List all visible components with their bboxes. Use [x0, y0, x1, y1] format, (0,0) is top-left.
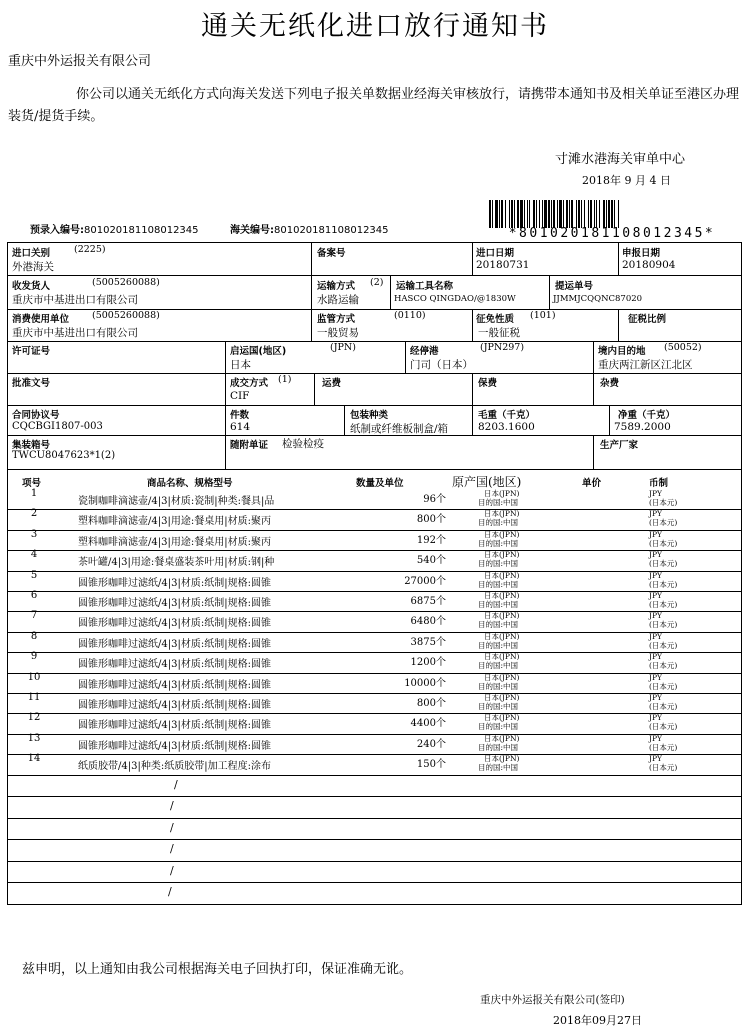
import-date-label: 进口日期 [476, 248, 515, 259]
item-quantity: 3875个 [410, 636, 446, 648]
barcode-bar [584, 200, 585, 228]
item-number: 9 [30, 651, 38, 663]
item-currency-code: JPY [649, 672, 663, 682]
col-price-header: 单价 [582, 478, 602, 489]
item-currency-name: (日本元) [649, 579, 678, 589]
stamp-company: 重庆中外运报关有限公司(签印) [480, 994, 625, 1006]
item-name: 圆锥形咖啡过滤纸/4|3|材质:纸制|规格:圆锥 [78, 740, 271, 752]
item-name: 圆锥形咖啡过滤纸/4|3|材质:纸制|规格:圆锥 [78, 700, 271, 711]
item-name: 圆锥形咖啡过滤纸/4|3|材质:纸制|规格:圆锥 [78, 720, 271, 732]
item-quantity: 800个 [416, 514, 446, 526]
item-currency-name: (日本元) [649, 702, 678, 711]
item-currency-name: (日本元) [649, 620, 678, 630]
pieces-value: 614 [230, 421, 251, 433]
item-name: 圆锥形咖啡过滤纸/4|3|材质:纸制|规格:圆锥 [78, 638, 271, 650]
item-currency-code: JPY [649, 570, 663, 580]
origin-country-value: 日本 [230, 359, 251, 371]
item-currency-code: JPY [649, 591, 663, 600]
consumer-code: (5005260088) [92, 310, 160, 321]
barcode-bar [569, 200, 570, 228]
barcode-bar [548, 200, 550, 228]
item-number: 10 [27, 671, 41, 683]
barcode-bar [544, 200, 547, 228]
barcode-bar [501, 200, 503, 228]
item-destination: 目的国:中国 [478, 702, 519, 711]
freight-label: 运费 [322, 378, 342, 389]
exemption-label: 征免性质 [476, 314, 515, 325]
deal-mode-code: (1) [278, 374, 292, 385]
barcode-bar [499, 200, 500, 228]
supervision-code: (0110) [394, 310, 426, 321]
item-origin: 日本(JPN) [484, 550, 520, 560]
col-qty-header: 数量及单位 [356, 478, 404, 489]
consignee-value: 重庆市中基进出口有限公司 [12, 294, 138, 306]
barcode-bar [514, 200, 515, 228]
item-name: 圆锥形咖啡过滤纸/4|3|材质:纸制|规格:圆锥 [78, 659, 271, 671]
item-destination: 目的国:中国 [478, 640, 519, 650]
item-destination: 目的国:中国 [478, 498, 519, 507]
barcode-bar [511, 200, 513, 228]
notice-paragraph: 你公司以通关无纸化方式向海关发送下列电子报关单数据业经海关审核放行，请携带本通知书及相关单证至港区办理装货/提货手续。 [8, 87, 740, 124]
item-currency-name: (日本元) [649, 538, 678, 548]
item-currency-code: JPY [649, 754, 663, 764]
import-category-code: (2225) [74, 244, 106, 255]
item-number: 12 [27, 712, 41, 724]
barcode-bar [599, 200, 600, 228]
item-origin: 日本(JPN) [484, 509, 520, 519]
item-origin: 日本(JPN) [484, 591, 520, 600]
transport-tool-value: HASCO QINGDAO/@1830W [394, 294, 516, 304]
item-number: 14 [27, 753, 41, 765]
barcode-bar [571, 200, 573, 228]
item-name: 瓷制咖啡滴滤壶/4|3|材质:瓷制|种类:餐具|品 [78, 496, 275, 507]
import-category-label: 进口关别 [12, 248, 51, 259]
item-currency-code: JPY [649, 550, 663, 560]
company-name: 重庆中外运报关有限公司 [8, 54, 152, 69]
item-currency-code: JPY [649, 693, 663, 702]
item-quantity: 192个 [416, 534, 446, 546]
barcode-bar [533, 200, 535, 228]
barcode-bar [553, 200, 555, 228]
consumer-value: 重庆市中基进出口有限公司 [12, 327, 138, 339]
misc-label: 杂费 [600, 378, 620, 389]
item-quantity: 6875个 [410, 596, 446, 607]
item-currency-code: JPY [649, 652, 663, 662]
item-quantity: 800个 [416, 698, 446, 709]
stop-port-label: 经停港 [410, 346, 439, 357]
import-category-value: 外港海关 [12, 261, 54, 273]
notice-date: 2018年 9 月 4 日 [582, 174, 671, 187]
declare-date-label: 申报日期 [622, 248, 661, 259]
pre-entry-label: 预录入编号: [30, 225, 84, 236]
sign-date: 2018年09月27日 [553, 1014, 642, 1027]
import-date-value: 20180731 [476, 259, 530, 271]
item-number: 11 [27, 692, 41, 703]
barcode-bar [559, 200, 562, 228]
pre-entry [30, 221, 199, 236]
page-title: 通关无纸化进口放行通知书 [201, 11, 549, 42]
item-number: 13 [27, 732, 41, 744]
transport-mode-label: 运输方式 [317, 281, 356, 292]
tax-ratio-label: 征税比例 [628, 314, 667, 325]
net-weight-label: 净重（千克） [618, 410, 676, 421]
barcode-bar [551, 200, 552, 228]
col-name-header: 商品名称、规格型号 [147, 478, 233, 489]
item-destination: 目的国:中国 [478, 661, 519, 671]
transport-mode-code: (2) [370, 277, 384, 288]
barcode-bar [529, 200, 530, 228]
item-origin: 日本(JPN) [484, 570, 520, 580]
barcode-bar [509, 200, 510, 228]
empty-row-slash: / [170, 863, 174, 877]
stop-port-value: 门司（日本） [410, 359, 473, 371]
item-number: 2 [30, 508, 38, 520]
col-currency-header: 币制 [649, 478, 669, 489]
exemption-value: 一般征税 [478, 327, 520, 339]
insurance-label: 保费 [478, 378, 498, 389]
item-destination: 目的国:中国 [478, 722, 519, 732]
destination-label: 境内目的地 [598, 346, 646, 357]
barcode-bar [603, 200, 605, 228]
item-name: 圆锥形咖啡过滤纸/4|3|材质:纸制|规格:圆锥 [78, 598, 271, 609]
container-label: 集装箱号 [12, 440, 51, 451]
item-destination: 目的国:中国 [478, 742, 519, 752]
barcode-text: *801020181108012345* [508, 226, 716, 241]
origin-country-code: (JPN) [330, 342, 356, 353]
empty-row-slash: / [170, 820, 174, 834]
pre-entry-value: 801020181108012345 [84, 225, 199, 236]
barcode-bar [517, 200, 519, 228]
item-quantity: 240个 [416, 738, 446, 750]
item-currency-name: (日本元) [649, 518, 678, 528]
barcode-bar [557, 200, 558, 228]
item-destination: 目的国:中国 [478, 763, 519, 773]
transport-tool-label: 运输工具名称 [396, 281, 454, 292]
item-currency-name: (日本元) [649, 640, 678, 650]
item-origin: 日本(JPN) [484, 611, 520, 621]
gross-weight-value: 8203.1600 [478, 421, 535, 433]
barcode-bar [492, 200, 493, 228]
barcode-bar [594, 200, 595, 228]
item-origin: 日本(JPN) [484, 652, 520, 662]
bill-no-value: JJMMJCQQNC87020 [553, 294, 643, 304]
contract-value: CQCBGI1807-003 [12, 421, 103, 432]
barcode-bar [527, 200, 528, 228]
barcode-bar [520, 200, 523, 228]
barcode-bar [590, 200, 592, 228]
barcode-bar [539, 200, 540, 228]
barcode-bar [614, 200, 615, 228]
supervision-label: 监管方式 [317, 314, 356, 325]
barcode-bar [596, 200, 597, 228]
destination-code: (50052) [664, 342, 702, 353]
barcode-bar [606, 200, 607, 228]
empty-row-slash: / [170, 842, 174, 856]
barcode [489, 200, 734, 228]
item-currency-name: (日本元) [649, 600, 678, 609]
item-number: 8 [30, 630, 38, 642]
package-label: 包装种类 [350, 410, 389, 421]
item-destination: 目的国:中国 [478, 518, 519, 528]
transport-mode-value: 水路运输 [317, 294, 359, 306]
contract-label: 合同协议号 [12, 410, 60, 421]
item-currency-code: JPY [649, 733, 663, 743]
item-number: 4 [30, 549, 38, 561]
item-number: 3 [30, 528, 38, 540]
item-currency-code: JPY [649, 611, 663, 621]
item-number: 5 [30, 569, 38, 581]
barcode-bar [563, 200, 564, 228]
item-currency-code: JPY [649, 631, 663, 641]
deal-mode-label: 成交方式 [230, 378, 269, 389]
item-currency-name: (日本元) [649, 722, 678, 732]
consumer-label: 消费使用单位 [12, 314, 70, 325]
barcode-bar [578, 200, 580, 228]
barcode-bar [566, 200, 568, 228]
item-name: 圆锥形咖啡过滤纸/4|3|材质:纸制|规格:圆锥 [78, 618, 271, 630]
item-quantity: 4400个 [410, 718, 446, 730]
barcode-bar [536, 200, 537, 228]
consignee-code: (5005260088) [92, 277, 160, 288]
bill-no-label: 提运单号 [555, 281, 594, 292]
declaration-form [7, 242, 742, 905]
item-origin: 日本(JPN) [484, 754, 520, 764]
col-item-header: 项号 [22, 478, 42, 489]
attached-docs-label: 随附单证 [230, 440, 269, 451]
license-label: 许可证号 [12, 346, 51, 357]
manufacturer-label: 生产厂家 [600, 440, 639, 451]
package-value: 纸制或纤维板制盒/箱 [350, 423, 449, 435]
approval-label: 批准文号 [12, 378, 51, 389]
customs-center: 寸滩水港海关审单中心 [555, 152, 686, 167]
item-quantity: 27000个 [404, 575, 446, 587]
item-currency-name: (日本元) [649, 763, 678, 773]
item-origin: 日本(JPN) [484, 489, 520, 498]
item-quantity: 6480个 [410, 616, 446, 628]
stop-port-code: (JPN297) [480, 342, 525, 353]
item-origin: 日本(JPN) [484, 733, 520, 743]
item-name: 圆锥形咖啡过滤纸/4|3|材质:纸制|规格:圆锥 [78, 577, 271, 589]
item-destination: 目的国:中国 [478, 620, 519, 630]
barcode-bar [581, 200, 582, 228]
net-weight-value: 7589.2000 [614, 421, 671, 433]
item-currency-code: JPY [649, 509, 663, 519]
barcode-bar [542, 200, 543, 228]
barcode-bar [576, 200, 577, 228]
item-name: 茶叶罐/4|3|用途:餐桌盛装茶叶用|材质:钢|种 [78, 557, 275, 569]
item-quantity: 1200个 [410, 657, 446, 669]
customs-number [230, 221, 389, 236]
consignee-label: 收发货人 [12, 281, 51, 292]
item-currency-name: (日本元) [649, 498, 678, 507]
item-quantity: 150个 [416, 759, 446, 771]
item-number: 1 [30, 488, 38, 499]
item-origin: 日本(JPN) [484, 713, 520, 723]
item-origin: 日本(JPN) [484, 693, 520, 702]
item-number: 6 [30, 590, 38, 601]
item-destination: 目的国:中国 [478, 600, 519, 609]
pieces-label: 件数 [230, 410, 250, 421]
empty-row-slash: / [174, 777, 178, 791]
col-origin-header: 原产国(地区) [452, 475, 522, 489]
barcode-bar [618, 200, 619, 228]
empty-row-slash: / [168, 885, 172, 899]
origin-country-label: 启运国(地区) [230, 346, 287, 357]
barcode-bar [489, 200, 491, 228]
supervision-value: 一般贸易 [317, 327, 359, 339]
item-currency-code: JPY [649, 489, 663, 498]
customs-number-label: 海关编号: [230, 225, 274, 236]
record-no-label: 备案号 [317, 248, 346, 259]
barcode-bar [524, 200, 525, 228]
item-currency-code: JPY [649, 713, 663, 723]
item-currency-code: JPY [649, 529, 663, 539]
item-currency-name: (日本元) [649, 681, 678, 691]
item-destination: 目的国:中国 [478, 681, 519, 691]
item-destination: 目的国:中国 [478, 559, 519, 569]
declaration-statement: 兹申明，以上通知由我公司根据海关电子回执打印，保证准确无讹。 [22, 962, 413, 977]
deal-mode-value: CIF [230, 390, 250, 402]
customs-number-value: 801020181108012345 [274, 225, 389, 236]
item-origin: 日本(JPN) [484, 529, 520, 539]
barcode-bar [608, 200, 610, 228]
item-origin: 日本(JPN) [484, 631, 520, 641]
barcode-bar [495, 200, 498, 228]
item-name: 塑料咖啡滴滤壶/4|3|用途:餐桌用|材质:聚丙 [78, 536, 271, 548]
item-quantity: 96个 [423, 494, 446, 505]
attached-docs-value: 检验检疫 [282, 438, 324, 450]
item-number: 7 [30, 610, 38, 622]
item-quantity: 540个 [416, 555, 446, 567]
item-name: 圆锥形咖啡过滤纸/4|3|材质:纸制|规格:圆锥 [78, 679, 271, 691]
item-name: 塑料咖啡滴滤壶/4|3|用途:餐桌用|材质:聚丙 [78, 516, 271, 528]
item-name: 纸质胶带/4|3|种类:纸质胶带|加工程度:涂布 [78, 761, 271, 773]
empty-row-slash: / [170, 799, 174, 813]
declare-date-value: 20180904 [622, 259, 676, 271]
container-value: TWCU8047623*1(2) [12, 450, 116, 461]
item-destination: 目的国:中国 [478, 538, 519, 548]
destination-value: 重庆两江新区江北区 [598, 359, 693, 371]
item-currency-name: (日本元) [649, 742, 678, 752]
item-origin: 日本(JPN) [484, 672, 520, 682]
item-destination: 目的国:中国 [478, 579, 519, 589]
barcode-bar [505, 200, 506, 228]
item-currency-name: (日本元) [649, 661, 678, 671]
exemption-code: (101) [530, 310, 556, 321]
barcode-bar [588, 200, 589, 228]
item-currency-name: (日本元) [649, 559, 678, 569]
barcode-bar [611, 200, 613, 228]
gross-weight-label: 毛重（千克） [478, 410, 536, 421]
item-quantity: 10000个 [404, 677, 446, 689]
